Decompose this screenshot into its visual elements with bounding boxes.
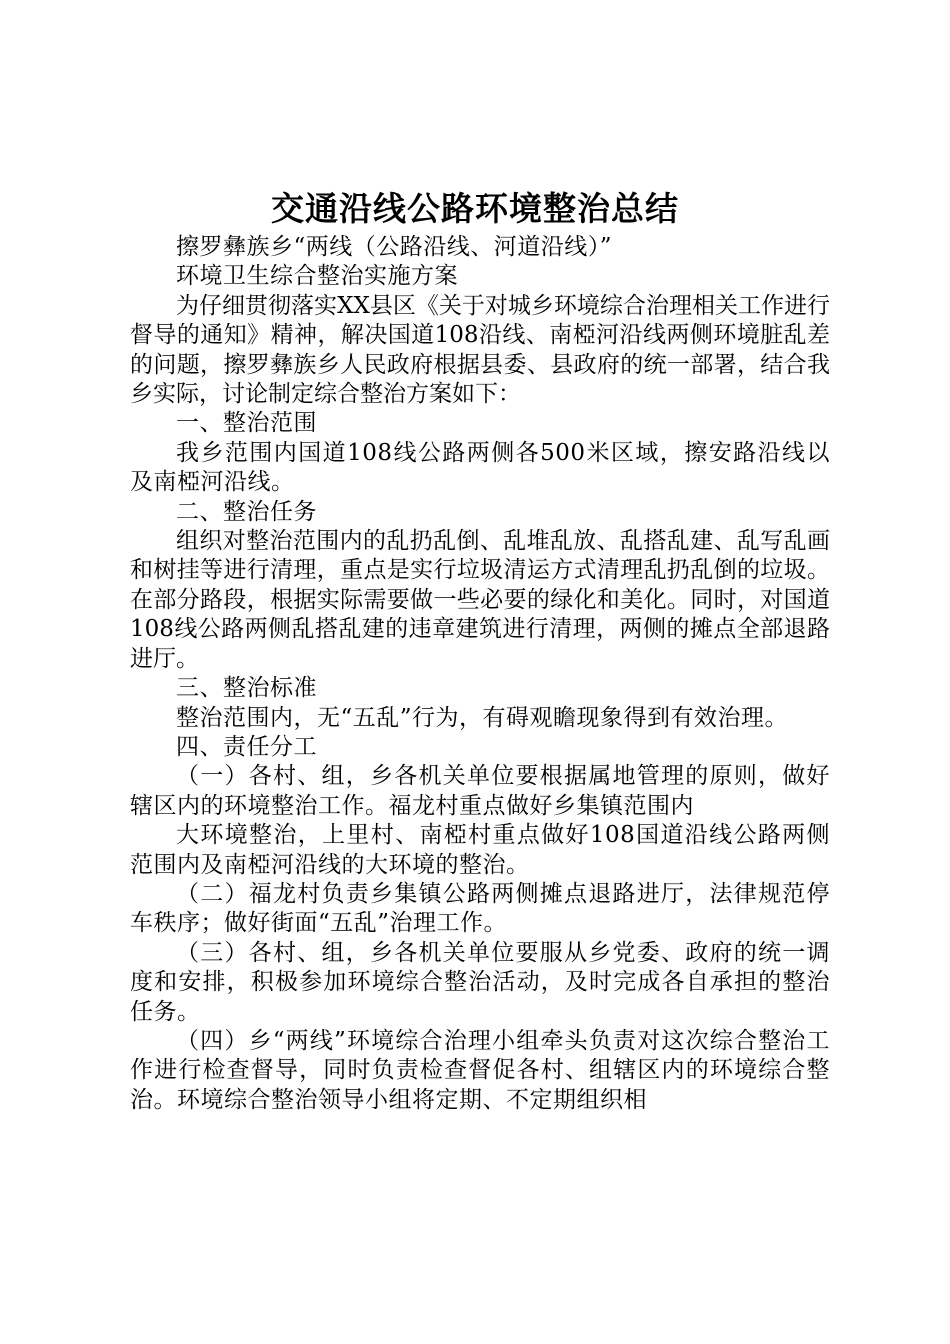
section-heading-tasks: 二、整治任务	[176, 498, 317, 525]
document-body	[130, 233, 830, 1115]
responsibility-item-1: （一）各村、组，乡各机关单位要根据属地管理的原则，做好辖区内的环境整治工作。福龙村重点做好乡集镇范围内	[130, 763, 830, 819]
responsibility-item-2: （二）福龙村负责乡集镇公路两侧摊点退路进厅，法律规范停车秩序；做好街面“五乱”治理工作。	[130, 880, 830, 937]
subtitle-line-2: 环境卫生综合整治实施方案	[176, 263, 458, 290]
section-heading-scope: 一、整治范围	[176, 410, 317, 437]
section-heading-standard: 三、整治标准	[176, 675, 317, 702]
responsibility-item-4: （四）乡“两线”环境综合治理小组牵头负责对这次综合整治工作进行检查督导，同时负责检查督促各村、组辖区内的环境综合整治。环境综合整治领导小组将定期、不定期组织相	[130, 1027, 830, 1113]
intro-paragraph: 为仔细贯彻落实XX县区《关于对城乡环境综合治理相关工作进行督导的通知》精神，解决国道108沿线、南椏河沿线两侧环境脏乱差的问题，擦罗彝族乡人民政府根据县委、县政府的统一部署，结合我乡实际，讨论制定综合整治方案如下：	[130, 292, 830, 408]
section-heading-responsibility: 四、责任分工	[176, 733, 317, 760]
document-title: 交通沿线公路环境整治总结	[271, 189, 679, 228]
tasks-paragraph: 组织对整治范围内的乱扔乱倒、乱堆乱放、乱搭乱建、乱写乱画和树挂等进行清理，重点是实行垃圾清运方式清理乱扔乱倒的垃圾。在部分路段，根据实际需要做一些必要的绿化和美化。同时，对国道108线公路两侧乱搭乱建的违章建筑进行清理，两侧的摊点全部退路进厅。	[130, 528, 830, 672]
responsibility-item-3: （三）各村、组，乡各机关单位要服从乡党委、政府的统一调度和安排，积极参加环境综合整治活动，及时完成各自承担的整治任务。	[130, 939, 830, 1025]
standard-paragraph: 整治范围内，无“五乱”行为，有碍观瞻现象得到有效治理。	[176, 704, 789, 731]
scope-paragraph: 我乡范围内国道108线公路两侧各500米区域，擦安路沿线以及南椏河沿线。	[130, 439, 830, 496]
subtitle-line-1: 擦罗彝族乡“两线（公路沿线、河道沿线）”	[176, 234, 613, 260]
responsibility-item-1-continued: 大环境整治，上里村、南椏村重点做好108国道沿线公路两侧范围内及南椏河沿线的大环境的整治。	[130, 822, 830, 878]
